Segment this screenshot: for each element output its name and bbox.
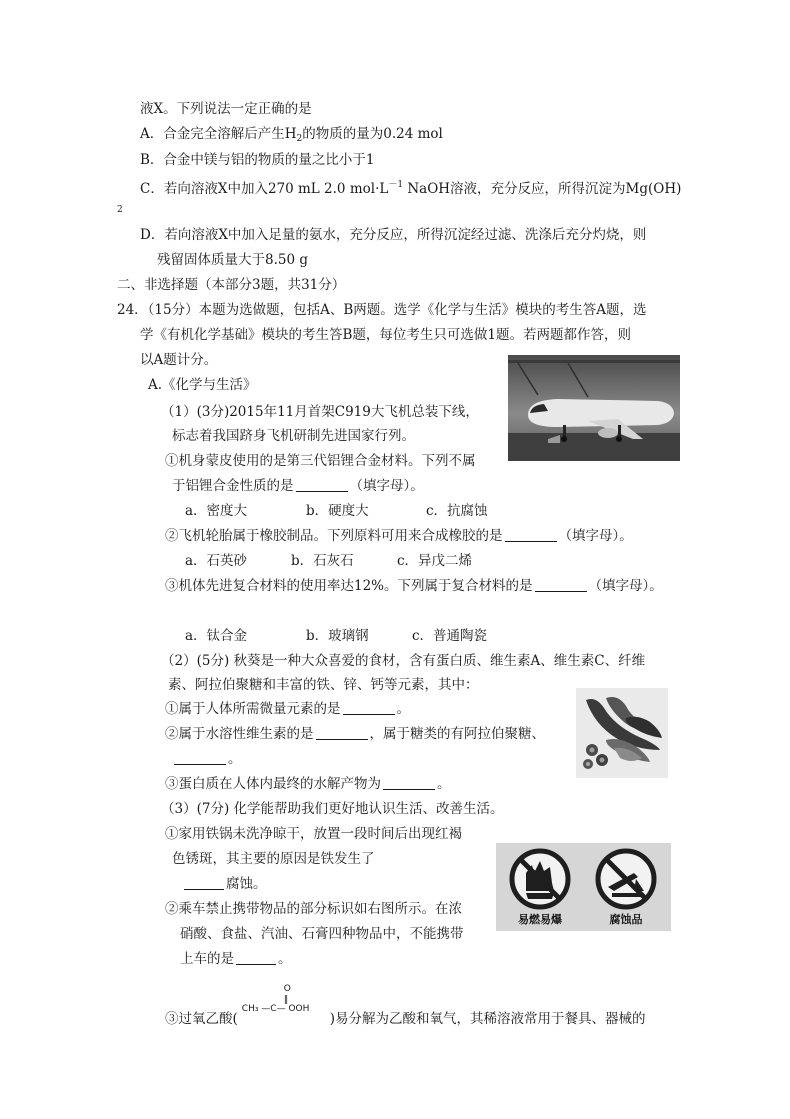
- p3-q2-line1: ②乘车禁止携带物品的部分标识如右图所示。在浓: [165, 901, 462, 917]
- p2-q2-text: ②属于水溶性维生素的是: [165, 726, 314, 742]
- formula-double-bond: ‖: [283, 995, 289, 1005]
- p2-q3-text: ③蛋白质在人体内最终的水解产物为: [165, 776, 381, 792]
- p1-q2: [165, 527, 633, 545]
- p1-q3-text: ③机体先进复合材料的使用率达12%。下列属于复合材料的是: [165, 578, 533, 594]
- p1-q1-hint: （填字母）。: [349, 478, 424, 494]
- sign-label-corrosive: 腐蚀品: [609, 913, 643, 926]
- answer-blank[interactable]: [535, 578, 587, 592]
- p1-q2-hint: （填字母）。: [558, 528, 633, 544]
- answer-blank[interactable]: [184, 876, 224, 890]
- p1-q1-line2: [172, 477, 424, 495]
- p3-q3-rest: )易分解为乙酸和氧气，其稀溶液常用于餐具、器械的: [329, 1011, 646, 1027]
- q23-c-pre: C．若向溶液X中加入270 mL 2.0 mol·L: [140, 181, 389, 197]
- sign-label-flammable: 易燃易爆: [518, 913, 562, 926]
- answer-blank[interactable]: [316, 726, 368, 740]
- p1-q1-line1: ①机身蒙皮使用的是第三代铝锂合金材料。下列不属: [165, 453, 476, 469]
- p3-q2-line3: [180, 950, 292, 968]
- p2-q1-end: 。: [396, 701, 410, 717]
- p1-q2-options: [185, 552, 472, 570]
- okra-photo: [576, 688, 668, 778]
- q23-c-sup: －1: [388, 180, 404, 190]
- corrosive-sign-icon: [598, 851, 654, 907]
- p1-line2: 标志着我国跻身飞机研制先进国家行列。: [172, 428, 415, 444]
- answer-blank[interactable]: [174, 751, 226, 765]
- q23-c-post: NaOH溶液，充分反应，所得沉淀为Mg(OH): [403, 181, 682, 197]
- option-b: b．玻璃钢: [306, 628, 369, 644]
- p1-q3: [165, 577, 663, 595]
- p1-q3-options: [185, 627, 487, 645]
- option-b: b．石灰石: [291, 553, 354, 569]
- p2-line1: （2）(5分) 秋葵是一种大众喜爱的食材，含有蛋白质、维生素A、维生素C、纤维: [161, 653, 646, 669]
- answer-blank[interactable]: [505, 528, 557, 542]
- p2-q2: [165, 725, 545, 743]
- part-a-title: A.《化学与生活》: [148, 377, 257, 393]
- p2-q1: [165, 700, 410, 718]
- answer-blank[interactable]: [236, 951, 276, 965]
- p2-q2-end: 。: [228, 751, 242, 767]
- p2-q3: [165, 775, 451, 793]
- p3-q2-end: 。: [278, 951, 292, 967]
- option-b: b．硬度大: [306, 503, 369, 519]
- q23-option-d-line2: 残留固体质量大于8.50 g: [157, 252, 308, 268]
- p1-q3-hint: （填字母）。: [588, 578, 663, 594]
- q23-option-b: B．合金中镁与铝的物质的量之比小于1: [140, 152, 375, 168]
- q23-option-d-line1: D．若向溶液X中加入足量的氨水，充分反应，所得沉淀经过滤、洗涤后充分灼烧，则: [140, 227, 647, 243]
- q23-option-a: [140, 125, 443, 148]
- option-a: a．密度大: [185, 503, 248, 519]
- q23-c-wrap: 2: [117, 205, 123, 215]
- p3-q3-text: ③过氧乙酸(: [165, 1011, 238, 1027]
- formula-chain: CH₃ —C— OOH: [241, 1004, 310, 1014]
- formula-top-atom: O: [283, 984, 291, 994]
- p2-line2: 素、阿拉伯聚糖和丰富的铁、锌、钙等元素，其中：: [168, 677, 479, 693]
- option-a: a．钛合金: [185, 628, 248, 644]
- q24-intro-line2: 学《有机化学基础》模块的考生答B题，每位考生只可选做1题。若两题都作答，则: [140, 327, 632, 343]
- p3-q3: [165, 984, 646, 1028]
- answer-blank[interactable]: [343, 701, 395, 715]
- flammable-sign-icon: [512, 851, 568, 907]
- option-c: c．普通陶瓷: [412, 628, 488, 644]
- p3-q1-end: 腐蚀。: [226, 876, 267, 892]
- option-c: c．异戊二烯: [397, 553, 473, 569]
- prohibition-signs: [496, 843, 671, 931]
- p1-q2-text: ②飞机轮胎属于橡胶制品。下列原料可用来合成橡胶的是: [165, 528, 503, 544]
- p3-q2-line2: 硝酸、食盐、汽油、石膏四种物品中，不能携带: [180, 926, 464, 942]
- p2-q3-end: 。: [437, 776, 451, 792]
- q24-intro-line3: 以A题计分。: [140, 352, 218, 368]
- p3-line1: （3）(7分) 化学能帮助我们更好地认识生活、改善生活。: [161, 801, 504, 817]
- airplane-photo: [508, 355, 680, 461]
- p2-q2-cont: [172, 750, 242, 768]
- answer-blank[interactable]: [296, 478, 348, 492]
- q23-a-sub: 2: [296, 134, 303, 144]
- p3-q1-line2: 色锈斑，其主要的原因是铁发生了: [172, 851, 375, 867]
- p2-q1-text: ①属于人体所需微量元素的是: [165, 701, 341, 717]
- p3-q1-line3: [182, 875, 267, 893]
- peracetic-acid-formula: [238, 984, 330, 1028]
- p1-q1-text: 于铝锂合金性质的是: [172, 478, 294, 494]
- q23-a-post: 的物质的量为0.24 mol: [302, 126, 443, 142]
- answer-blank[interactable]: [383, 776, 435, 790]
- p2-q2-mid: ，属于糖类的有阿拉伯聚糖、: [369, 726, 545, 742]
- option-a: a．石英砂: [185, 553, 248, 569]
- p1-q1-options: [185, 502, 488, 520]
- section-heading: 二、非选择题（本部分3题，共31分）: [117, 277, 346, 293]
- p1-line1: （1）(3分)2015年11月首架C919大飞机总装下线，: [161, 404, 479, 420]
- q23-option-c: [140, 176, 681, 198]
- q24-intro-line1: 24．（15分）本题为选做题，包括A、B两题。选学《化学与生活》模块的考生答A题，选: [117, 302, 647, 318]
- q23-stem: 液X。下列说法一定正确的是: [140, 101, 312, 117]
- q23-a-pre: A．合金完全溶解后产生H: [140, 126, 297, 142]
- option-c: c．抗腐蚀: [426, 503, 488, 519]
- p3-q2-text: 上车的是: [180, 951, 234, 967]
- p3-q1-line1: ①家用铁锅未洗净晾干，放置一段时间后出现红褐: [165, 826, 462, 842]
